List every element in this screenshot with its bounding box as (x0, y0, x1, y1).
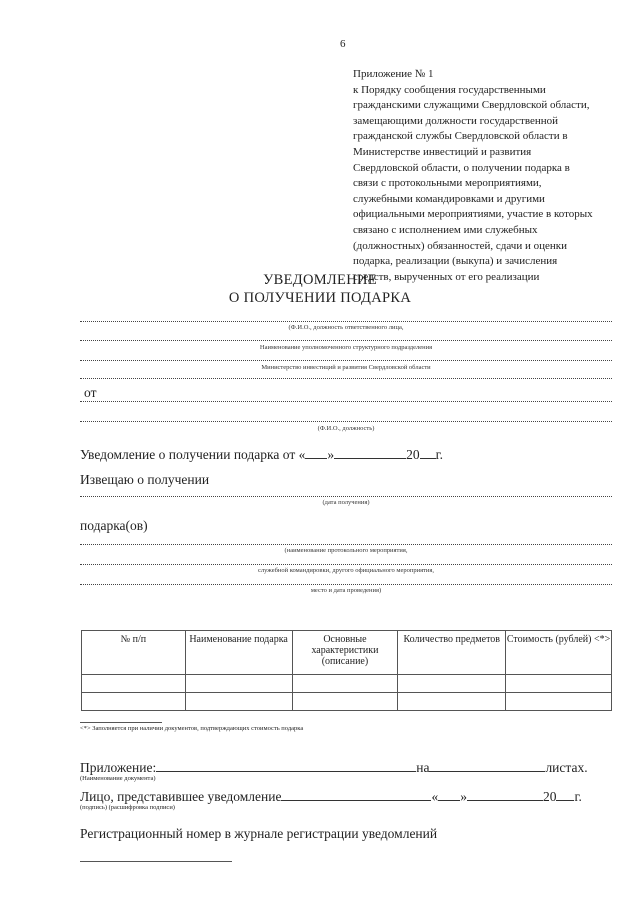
appendix-line: замещающими должности государственной (353, 114, 559, 127)
submitter-close-quote: » (460, 789, 467, 804)
notice-prefix: Уведомление о получении подарка от « (80, 447, 306, 462)
table-cell[interactable] (292, 675, 398, 693)
registration-label: Регистрационный номер в журнале регистрации уведомлений (80, 826, 438, 841)
table-cell[interactable] (398, 693, 506, 711)
submitter-caption: (подпись) (расшифровка подписи) (80, 804, 175, 811)
attachment-line (80, 758, 612, 776)
document-title: УВЕДОМЛЕНИЕ (263, 272, 377, 288)
appendix-line: средств, вырученных от его реализации (353, 270, 540, 283)
footnote: <*> Заполняется при наличии документов, подтверждающих стоимость подарка (80, 725, 304, 732)
header-quantity: Количество предметов (398, 631, 506, 675)
field-line (80, 496, 612, 497)
from-label: от (84, 385, 97, 400)
footnote-rule (80, 722, 162, 723)
notice-date-line (80, 445, 443, 463)
table-row (82, 675, 612, 693)
document-subtitle: О ПОЛУЧЕНИИ ПОДАРКА (228, 290, 412, 306)
appendix-line: Министерстве инвестиций и развития (353, 145, 532, 158)
table-header-row (82, 631, 612, 675)
notice-close-quote: » (327, 447, 335, 462)
submitter-open-quote: « (431, 789, 439, 804)
header-name: Наименование подарка (185, 631, 292, 675)
header-characteristics: Основные характеристики (описание) (292, 631, 398, 675)
notice-suffix: г. (435, 447, 443, 462)
submitter-line (80, 787, 582, 805)
field-line (80, 321, 612, 322)
table-cell[interactable] (82, 693, 186, 711)
submitter-suffix: г. (574, 789, 582, 804)
table-row (82, 693, 612, 711)
appendix-heading: Приложение № 1 (353, 68, 434, 80)
caption-trip: служебной командировки, другого официального мероприятия, (258, 567, 434, 574)
field-line (80, 584, 612, 585)
attachment-sheets: листах. (545, 760, 588, 775)
month-input[interactable] (334, 445, 406, 459)
caption-event: (наименование протокольного мероприятия, (284, 547, 408, 554)
header-cost: Стоимость (рублей) <*> (506, 631, 612, 675)
attachment-on: на (416, 760, 430, 775)
ministry-name: Министерство инвестиций и развития Свердловской области (261, 364, 431, 371)
field-line (80, 544, 612, 545)
field-line (80, 340, 612, 341)
appendix-line: связи с протокольными мероприятиями, (353, 177, 542, 190)
table-cell[interactable] (185, 675, 292, 693)
inform-label: Извещаю о получении (80, 472, 210, 487)
field-line (80, 421, 612, 422)
gifts-label: подарка(ов) (80, 518, 148, 533)
submit-year-input[interactable] (556, 787, 574, 801)
table-cell[interactable] (292, 693, 398, 711)
appendix-line: к Порядку сообщения государственными (353, 83, 546, 96)
appendix-line: (должностных) обязанностей, сдачи и оценки (353, 239, 567, 252)
caption-place: место и дата проведения) (310, 587, 382, 594)
header-number: № п/п (82, 631, 186, 675)
sheets-count-input[interactable] (429, 758, 545, 772)
table-cell[interactable] (185, 693, 292, 711)
caption-department: Наименование уполномоченного структурного подразделения (259, 344, 433, 351)
table-cell[interactable] (82, 675, 186, 693)
submit-month-input[interactable] (467, 787, 543, 801)
field-line (80, 360, 612, 361)
table-cell[interactable] (506, 675, 612, 693)
field-line (80, 378, 612, 379)
gifts-table (81, 630, 612, 711)
field-line (80, 401, 612, 402)
appendix-line: гражданской службы Свердловской области в (353, 130, 568, 143)
page-number: 6 (340, 38, 346, 50)
table-cell[interactable] (398, 675, 506, 693)
caption-fio: (Ф.И.О., должность) (317, 425, 375, 432)
notice-year: 20 (406, 447, 420, 462)
year-input[interactable] (420, 445, 436, 459)
attachment-name-input[interactable] (156, 758, 416, 772)
registration-number-input[interactable] (80, 861, 232, 862)
day-input[interactable] (305, 445, 327, 459)
field-line (80, 564, 612, 565)
signature-input[interactable] (281, 787, 431, 801)
submit-day-input[interactable] (438, 787, 460, 801)
appendix-line: связано с исполнением ими служебных (353, 223, 538, 236)
appendix-line: гражданскими служащими Свердловской области, (353, 99, 590, 112)
caption-fio-position: (Ф.И.О., должность ответственного лица, (288, 324, 404, 331)
appendix-line: Свердловской области, о получении подарка в (353, 161, 570, 174)
attachment-label: Приложение: (80, 760, 157, 775)
appendix-line: официальными мероприятиями, участие в которых (353, 208, 593, 221)
submitter-year: 20 (542, 789, 557, 804)
attachment-caption: (Наименование документа) (80, 775, 156, 782)
appendix-block (353, 67, 623, 285)
appendix-line: служебными командировками и другими (353, 192, 545, 205)
table-cell[interactable] (506, 693, 612, 711)
appendix-line: подарка, реализации (выкупа) и зачисления (353, 255, 558, 268)
caption-date: (дата получения) (322, 499, 370, 506)
submitter-label: Лицо, представившее уведомление (80, 789, 282, 804)
